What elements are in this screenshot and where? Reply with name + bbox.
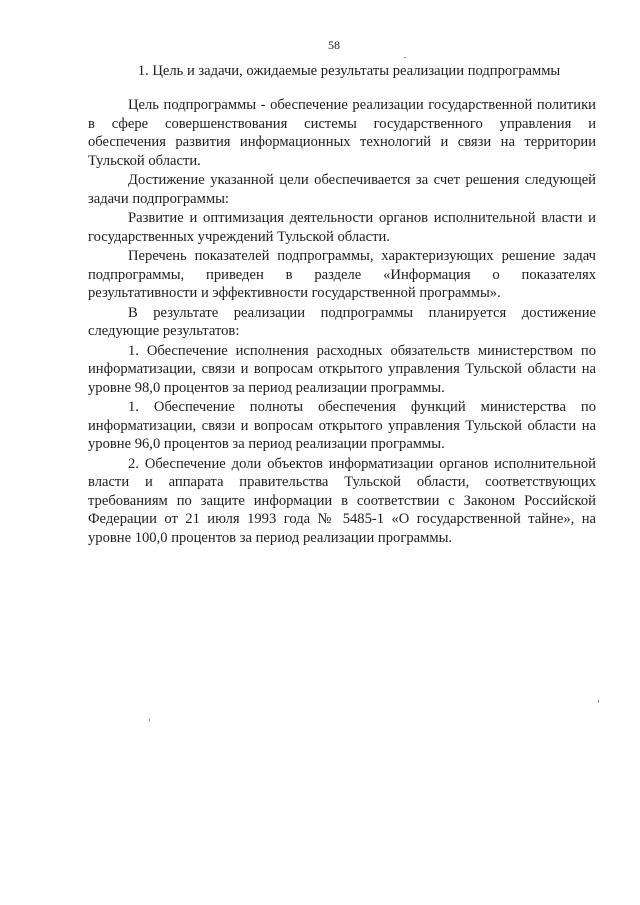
paragraph-goal: Цель подпрограммы - обеспечение реализации государственной политики в сфере совершенствования системы государственного управления и обеспечения развития информационных технологий и связи на территории Тульской области. (88, 97, 596, 169)
result-item-1: 1. Обеспечение исполнения расходных обязательств министерством по информатизации, связи и вопросам открытого управления Тульской области на уровне 98,0 процентов за период реализации программы. (88, 342, 596, 396)
paragraph-task: Развитие и оптимизация деятельности органов исполнительной власти и государственных учреждений Тульской области. (88, 210, 596, 245)
body-text (88, 96, 596, 547)
scan-speck (598, 700, 599, 703)
paragraph-indicators: Перечень показателей подпрограммы, характеризующих решение задач подпрограммы, приведен в разделе «Информация о показателях результативности и эффективности государственной программы». (88, 248, 596, 301)
scan-speck (149, 719, 150, 721)
page-number: 58 (328, 38, 340, 52)
section-heading: 1. Цель и задачи, ожидаемые результаты реализации подпрограммы (137, 63, 561, 79)
scan-speck (404, 57, 406, 58)
result-item-2: 1. Обеспечение полноты обеспечения функций министерства по информатизации, связи и вопросам открытого управления Тульской области на уровне 96,0 процентов за период реализации программы. (88, 399, 596, 452)
paragraph-achievement: Достижение указанной цели обеспечивается за счет решения следующей задачи подпрограммы: (88, 172, 596, 207)
result-item-3: 2. Обеспечение доли объектов информатизации органов исполнительной власти и аппарата правительства Тульской области, соответствующих требованиям по защите информации в соответствии с Законом Российской Федерации от 21 июля 1993 года № 5485-1 «О государственной тайне», на уровне 100,0 процентов за период реализации программы. (88, 455, 596, 546)
paragraph-results-intro: В результате реализации подпрограммы планируется достижение следующие результатов: (88, 304, 596, 339)
